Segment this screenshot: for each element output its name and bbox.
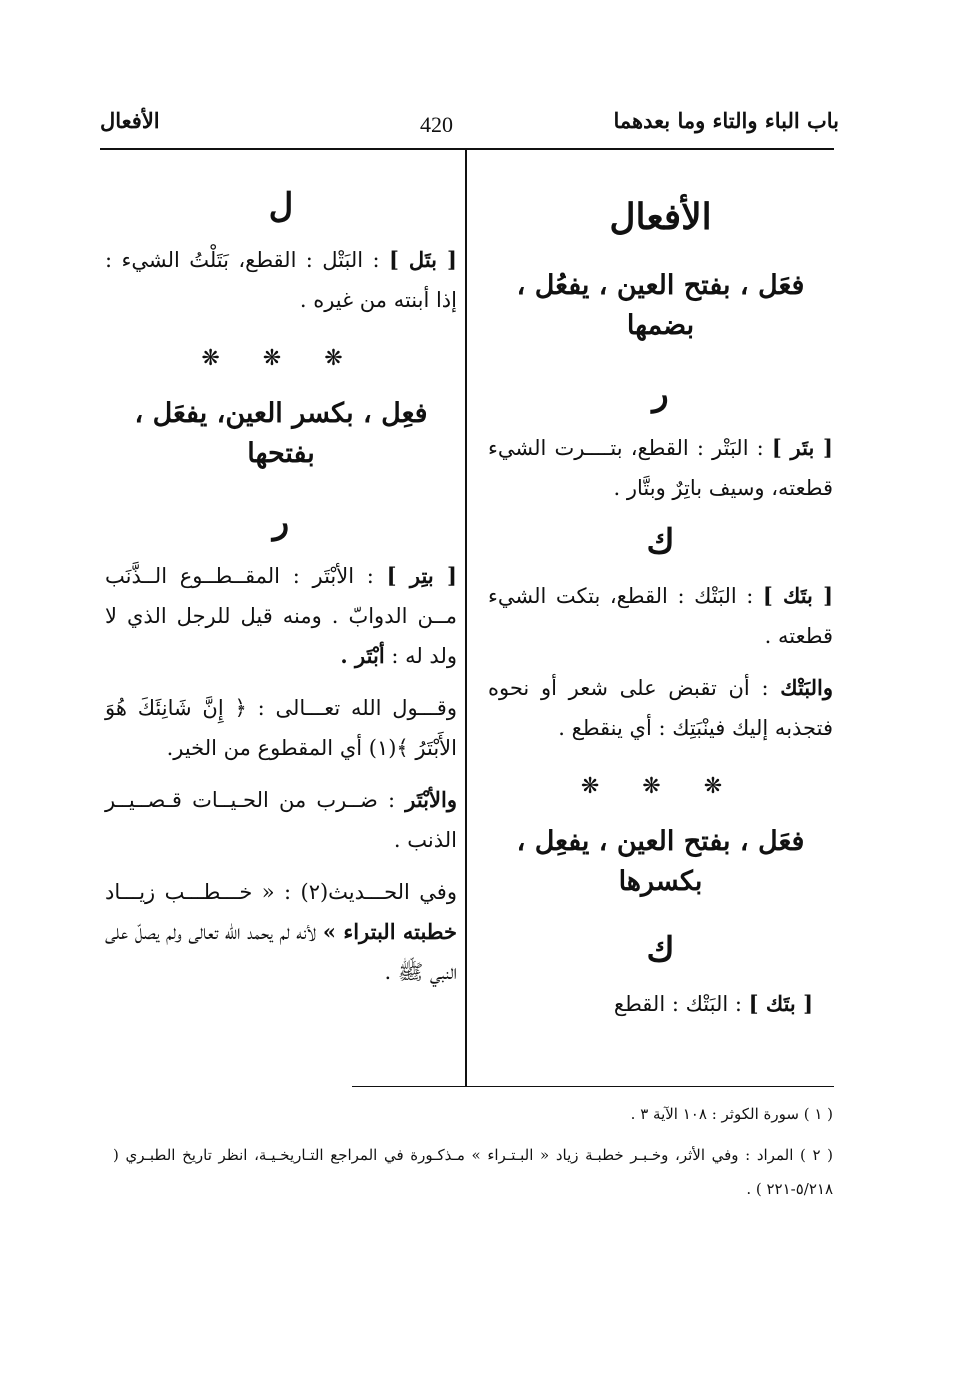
entry-text: وفي الحـــديث(٢) : « خـــطـــب زيـــاد [105, 880, 457, 904]
entry-head: والأبْتَر [405, 787, 457, 812]
letter-heading-r: ر [652, 374, 669, 414]
entry-word: أبْتَر . [340, 643, 385, 668]
entry-batal [105, 240, 457, 320]
section-separator: ❋ ❋ ❋ [201, 346, 361, 371]
entry-albatar-snake [105, 780, 457, 860]
entry-head: والبَتْك [780, 675, 833, 700]
footnote-2: ( ٢ ) المراد : وفي الأثر، وخـبـر خطبـة زياد « البـتـراء » مـذكـورة في المراجع التـاريخـيـة، انظر تاريخ الطبـري ( ٥/٢١٨-٢٢١ ) . [113, 1146, 833, 1198]
entry-head: [ بتَك ] [748, 991, 813, 1016]
entry-hadith [105, 872, 457, 992]
entry-albatk [488, 668, 833, 748]
entry-batak-2 [488, 984, 833, 1024]
entry-text-rest: لأنه لم يحمد الله تعالى ولم يصلّ على النبي ﷺ . [105, 920, 457, 984]
letter-heading-l: ل [268, 186, 294, 226]
entry-text: : البَتْك : القطع [613, 992, 742, 1016]
entry-text: : أن تقبض على شعر أو نحوه فتجذبه إليك فينْبَتِك : أي ينقطع . [488, 676, 833, 740]
entry-head: [ بتَل ] [388, 247, 457, 272]
main-title: الأفعال [609, 196, 712, 238]
entry-text: : البَتْل : القطع، بَتَلْتُ الشيء : إذا أبنته من غيره . [105, 248, 457, 312]
entry-batar [488, 428, 833, 508]
footnote-rule [352, 1086, 834, 1087]
left-column [105, 180, 457, 1004]
header-rule [100, 148, 834, 150]
entry-head: [ بتِر ] [386, 563, 457, 588]
entry-batak [488, 576, 833, 656]
entry-quran-quote: وقـــول الله تعـــالى : ﴿ إِنَّ شَانِئَكَ هُوَ الأَبْتَرُ ﴾(١) أي المقطوع من الخير. [105, 696, 457, 760]
entry-head: [ بتَك ] [762, 583, 834, 608]
letter-heading-r: ر [272, 502, 290, 542]
section-title-2: فعَل ، بفتح العين ، يفعِل ، بكسرها [516, 826, 805, 897]
entry-bold-phrase: خطبته البتراء » [322, 919, 457, 944]
entry-text: : الأبْتَر : المقــطــوع الــذَّنَب مــن الدوابّ . ومنه قيل للرجل الذي لا ولد له : [105, 564, 457, 668]
section-title-1: فعَل ، بفتح العين ، يفعُل ، بضمها [516, 270, 805, 341]
footnote-1: ( ١ ) سورة الكوثر : ١٠٨ الآية ٣ . [630, 1105, 833, 1123]
section-title: فعِل ، بكسر العين، يفعَل ، بفتحها [134, 398, 428, 469]
right-column [488, 180, 833, 1036]
column-divider [465, 150, 467, 1086]
entry-text: : البَتْر : القطع، بتــــرت الشيء قطعته، وسيف باتِرٌ وبتَّار . [488, 436, 833, 500]
page-number: 420 [420, 112, 453, 137]
letter-heading-k: ك [646, 522, 675, 562]
letter-heading-k2: ك [646, 930, 675, 970]
running-header-chapter: الأفعال [100, 108, 160, 133]
entry-batir [105, 556, 457, 676]
entry-head: [ بتَر ] [771, 435, 833, 460]
section-separator: ❋ ❋ ❋ [580, 774, 741, 799]
entry-text: : البَتْك : القطع، بتكت الشيء قطعته . [488, 584, 833, 648]
entry-text: : ضــرب من الحـيــات قـصــيــر الذنب . [105, 788, 457, 852]
running-header-section: باب الباء والتاء وما بعدهما [613, 108, 839, 133]
